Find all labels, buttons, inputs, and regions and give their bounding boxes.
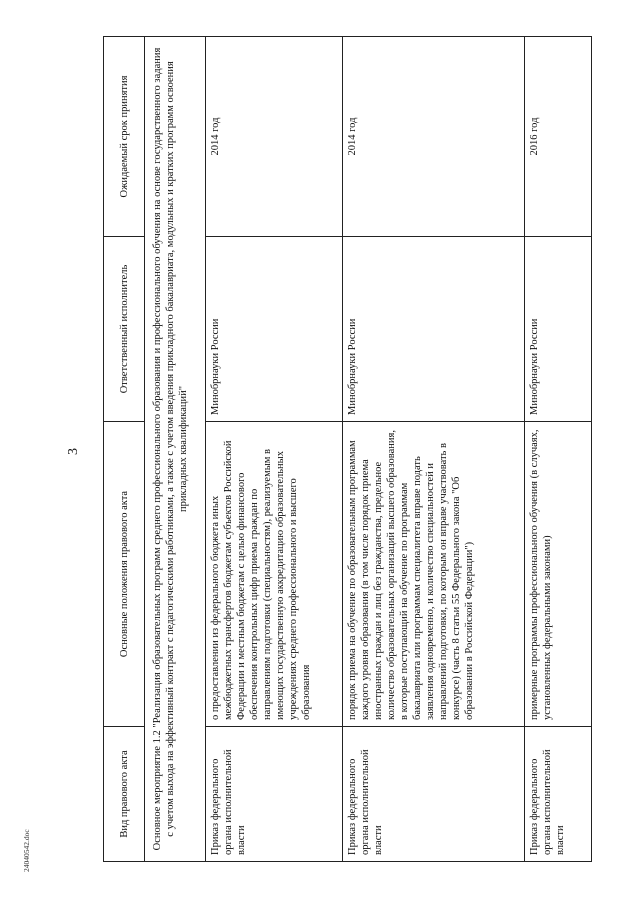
cell-act-type: Приказ федерального органа исполнительной власти	[525, 727, 592, 862]
table-row	[525, 37, 592, 862]
page-number: 3	[66, 448, 81, 455]
table-row	[343, 37, 525, 862]
cell-executor: Минобрнауки России	[343, 237, 525, 422]
section-title: Основное мероприятие 1.2 "Реализация образовательных программ среднего профессионального образования и профессионального обучения на основе государственного задания с учетом выхода на эффективный контракт с педагогическими работниками, а также с учетом введения прикладного бакалавриата, модульных и кратких программ освоения прикладных квалификаций"	[145, 37, 206, 862]
cell-provisions: порядок приема на обучение по образовательным программам каждого уровня образования (в том числе порядок приема иностранных граждан и лиц без гражданства, предельное количество образовательных организаций высшего образования, в которые поступающий на обучение по программам бакалавриата или программам специалитета вправе подать заявления одновременно, и количество специальностей и направлений подготовки, по которым он вправе участвовать в конкурсе) (часть 8 статьи 55 Федерального закона "Об образовании в Российской Федерации")	[343, 422, 525, 727]
cell-act-type: Приказ федерального органа исполнительной власти	[206, 727, 343, 862]
header-executor: Ответственный исполнитель	[104, 237, 145, 422]
table-row	[206, 37, 343, 862]
cell-executor: Минобрнауки России	[525, 237, 592, 422]
cell-term: 2014 год	[343, 37, 525, 237]
footer-doc-code: 24040542.doc	[22, 829, 31, 872]
header-act-type: Вид правового акта	[104, 727, 145, 862]
cell-term: 2016 год	[525, 37, 592, 237]
header-term: Ожидаемый срок принятия	[104, 37, 145, 237]
cell-term: 2014 год	[206, 37, 343, 237]
rotated-table-container	[103, 37, 585, 862]
cell-provisions: примерные программы профессионального обучения (в случаях, установленных федеральными законами)	[525, 422, 592, 727]
table-header-row	[104, 37, 145, 862]
cell-act-type: Приказ федерального органа исполнительной власти	[343, 727, 525, 862]
header-provisions: Основные положения правового акта	[104, 422, 145, 727]
legal-acts-table	[103, 36, 592, 862]
section-row	[145, 37, 206, 862]
cell-provisions: о предоставлении из федерального бюджета иных межбюджетных трансфертов бюджетам субъектов Российской Федерации и местным бюджетам с целью финансового обеспечения контрольных цифр приема граждан по направлениям подготовки (специальностям), реализуемым в имеющих государственную аккредитацию образовательных учреждениях среднего профессионального и высшего образования	[206, 422, 343, 727]
cell-executor: Минобрнауки России	[206, 237, 343, 422]
